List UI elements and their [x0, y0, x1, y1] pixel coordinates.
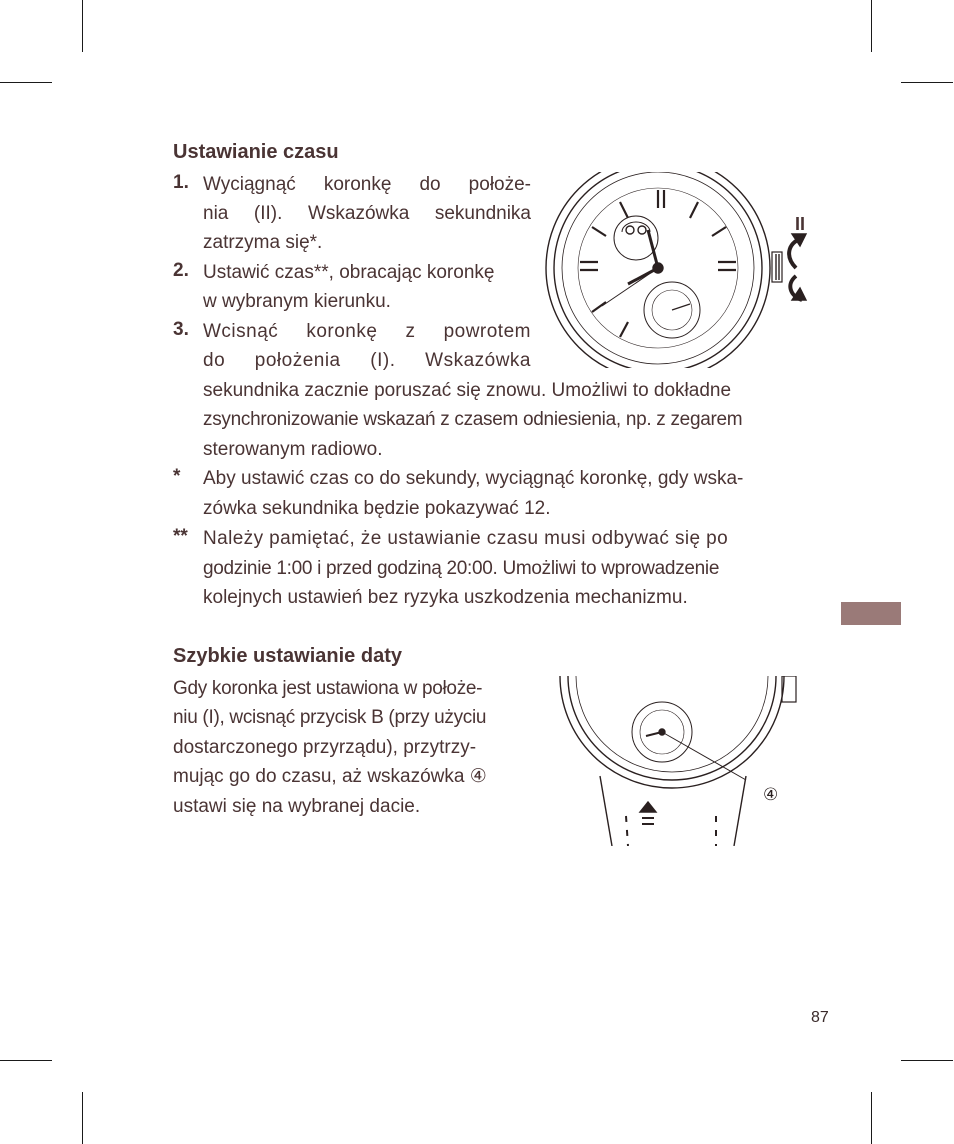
- crown-position-label: II: [795, 214, 806, 234]
- step-line: sekundnika zacznie poruszać się znowu. Umożliwi to dokładne: [203, 380, 732, 401]
- body-line: mując go do czasu, aż wskazówka ④: [173, 766, 487, 787]
- watch-illustration-date-setting: [556, 676, 806, 846]
- crop-mark: [871, 0, 872, 52]
- crop-mark: [82, 0, 83, 52]
- body-line: ustawi się na wybranej dacie.: [173, 796, 421, 817]
- crop-mark: [82, 1092, 83, 1144]
- crop-mark: [871, 1092, 872, 1144]
- note-line: zówka sekundnika będzie pokazywać 12.: [203, 498, 551, 519]
- page-number: 87: [811, 1009, 829, 1026]
- step-line: w wybranym kierunku.: [203, 291, 391, 312]
- crop-mark: [901, 82, 953, 83]
- section-tab-marker: [841, 602, 901, 625]
- note-line: Aby ustawić czas co do sekundy, wyciągnąć koronkę, gdy wska-: [203, 468, 744, 489]
- step-line: Ustawić czas**, obracając koronkę: [203, 262, 495, 283]
- step-line: zatrzyma się*.: [203, 232, 323, 253]
- crop-mark: [0, 82, 52, 83]
- body-line: dostarczonego przyrządu), przytrzy-: [173, 737, 477, 758]
- step-number: 1.: [173, 172, 189, 193]
- note-line: kolejnych ustawień bez ryzyka uszkodzenia mechanizmu.: [203, 587, 688, 608]
- body-line: Gdy koronka jest ustawiona w położe-: [173, 678, 483, 699]
- step-number: 3.: [173, 319, 189, 340]
- section-heading-time: Ustawianie czasu: [173, 141, 339, 163]
- step-line: sterowanym radiowo.: [203, 439, 383, 460]
- note-mark: *: [173, 466, 181, 487]
- crop-mark: [0, 1060, 52, 1061]
- watch-illustration-crown-position: [540, 172, 820, 372]
- note-mark: **: [173, 526, 188, 547]
- step-line: Wcisnąć koronkę z powrotem: [203, 321, 531, 342]
- step-line: do położenia (I). Wskazówka: [203, 350, 531, 371]
- step-line: Wyciągnąć koronkę do położe-: [203, 174, 531, 195]
- crop-mark: [901, 1060, 953, 1061]
- body-line: niu (I), wcisnąć przycisk B (przy użyciu: [173, 707, 487, 728]
- note-line: Należy pamiętać, że ustawianie czasu musi odbywać się po: [203, 528, 729, 549]
- section-heading-date: Szybkie ustawianie daty: [173, 645, 402, 667]
- note-line: godzinie 1:00 i przed godziną 20:00. Umożliwi to wprowadzenie: [203, 558, 720, 579]
- callout-4-label: ④: [763, 785, 779, 804]
- step-line: nia (II). Wskazówka sekundnika: [203, 203, 531, 224]
- step-line: zsynchronizowanie wskazań z czasem odniesienia, np. z zegarem: [203, 409, 743, 430]
- step-number: 2.: [173, 260, 189, 281]
